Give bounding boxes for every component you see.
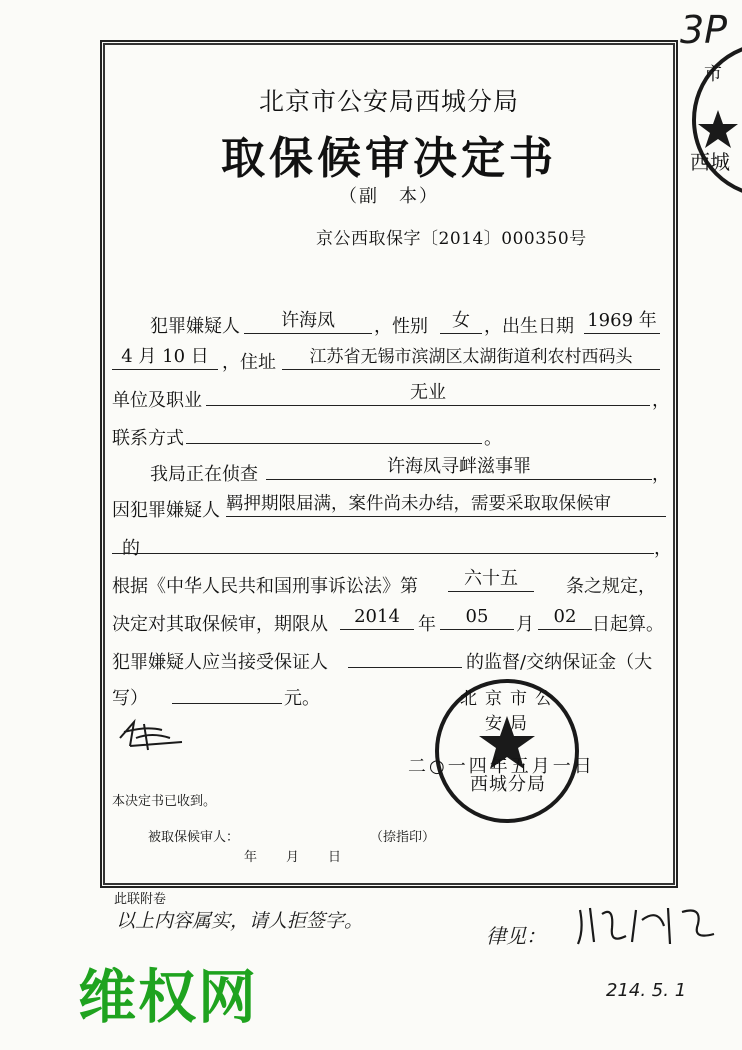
start-day-field: 02 bbox=[538, 606, 592, 630]
reason-de: 的 bbox=[122, 538, 140, 559]
dob-year-field: 1969 年 bbox=[584, 310, 660, 334]
seal-top-text: 北京市公安局 bbox=[460, 689, 560, 734]
dob-month-day-field: 4 月 10 日 bbox=[112, 346, 218, 370]
receipt-text: 本决定书已收到。 bbox=[112, 794, 217, 809]
contact-field bbox=[186, 420, 482, 444]
investigating-label: 我局正在侦查 bbox=[150, 464, 258, 485]
contact-period: 。 bbox=[484, 428, 502, 449]
reason-field: 羁押期限届满，案件尚未办结，需要采取取保候审 bbox=[226, 493, 666, 517]
contact-label: 联系方式 bbox=[112, 428, 184, 449]
issuer-name: 北京市公安局西城分局 bbox=[258, 87, 519, 116]
document-subtitle: （副 本） bbox=[339, 186, 439, 207]
reason-comma: ， bbox=[654, 538, 672, 559]
deposit-suffix: 元。 bbox=[284, 688, 320, 709]
lawyer-label: 律见： bbox=[486, 924, 546, 948]
law-suffix: 条之规定， bbox=[566, 576, 656, 597]
start-month-field: 05 bbox=[440, 606, 514, 630]
lawyer-signature bbox=[572, 900, 722, 950]
start-year-field: 2014 bbox=[340, 606, 414, 630]
crime-field: 许海凤寻衅滋事罪 bbox=[266, 456, 652, 480]
occupation-comma: ， bbox=[652, 390, 670, 411]
reason-label: 因犯罪嫌疑人 bbox=[112, 500, 220, 521]
month-label: 月 bbox=[516, 614, 534, 635]
gender-label: ，性别 bbox=[374, 316, 428, 337]
day-suffix: 日起算。 bbox=[592, 614, 664, 635]
guarantor-suffix: 的监督/交纳保证金（大 bbox=[466, 652, 653, 673]
dob-label: ，出生日期 bbox=[484, 316, 574, 337]
handwritten-note: 以上内容属实，请人拒签字。 bbox=[116, 910, 364, 932]
document-title: 取保候审决定书 bbox=[221, 133, 557, 184]
guarantor-prefix: 犯罪嫌疑人应当接受保证人 bbox=[112, 652, 328, 673]
article-field: 六十五 bbox=[448, 568, 534, 592]
watermark-logo: 维权网 bbox=[78, 963, 259, 1031]
occupation-field: 无业 bbox=[206, 382, 650, 406]
document-number: 京公西取保字〔2014〕000350号 bbox=[316, 229, 587, 249]
official-signature bbox=[116, 716, 188, 756]
decision-prefix: 决定对其取保候审，期限从 bbox=[112, 614, 328, 635]
fingerprint-label: （捺指印） bbox=[370, 830, 436, 845]
seal-bottom-text: 西城分局 bbox=[470, 774, 546, 795]
subject-label: 被取保候审人： bbox=[148, 830, 240, 845]
suspect-label: 犯罪嫌疑人 bbox=[150, 316, 240, 337]
corner-seal-bottom-text: 西城 bbox=[690, 150, 730, 174]
law-prefix: 根据《中华人民共和国刑事诉讼法》第 bbox=[112, 576, 418, 597]
year-label: 年 bbox=[418, 614, 436, 635]
archive-note: 此联附卷 bbox=[114, 892, 167, 907]
deposit-field bbox=[172, 680, 282, 704]
corner-seal-top-text: 市 bbox=[704, 64, 722, 85]
issue-date: 二○一四年五月一日 bbox=[408, 756, 595, 777]
crime-comma: ， bbox=[652, 464, 670, 485]
receipt-date-blank: 年 月 日 bbox=[244, 850, 350, 865]
corner-handwriting: 3P bbox=[680, 8, 728, 52]
guarantor-field bbox=[348, 644, 462, 668]
deposit-prefix: 写） bbox=[112, 688, 148, 709]
gender-field: 女 bbox=[440, 310, 482, 334]
reason-continued-field bbox=[112, 530, 654, 554]
suspect-name-field: 许海凤 bbox=[244, 310, 372, 334]
handwritten-date: 214. 5. 1 bbox=[606, 980, 687, 1001]
occupation-label: 单位及职业 bbox=[112, 390, 202, 411]
address-field: 江苏省无锡市滨湖区太湖街道利农村西码头 bbox=[282, 346, 660, 370]
address-label: ，住址 bbox=[222, 352, 276, 373]
